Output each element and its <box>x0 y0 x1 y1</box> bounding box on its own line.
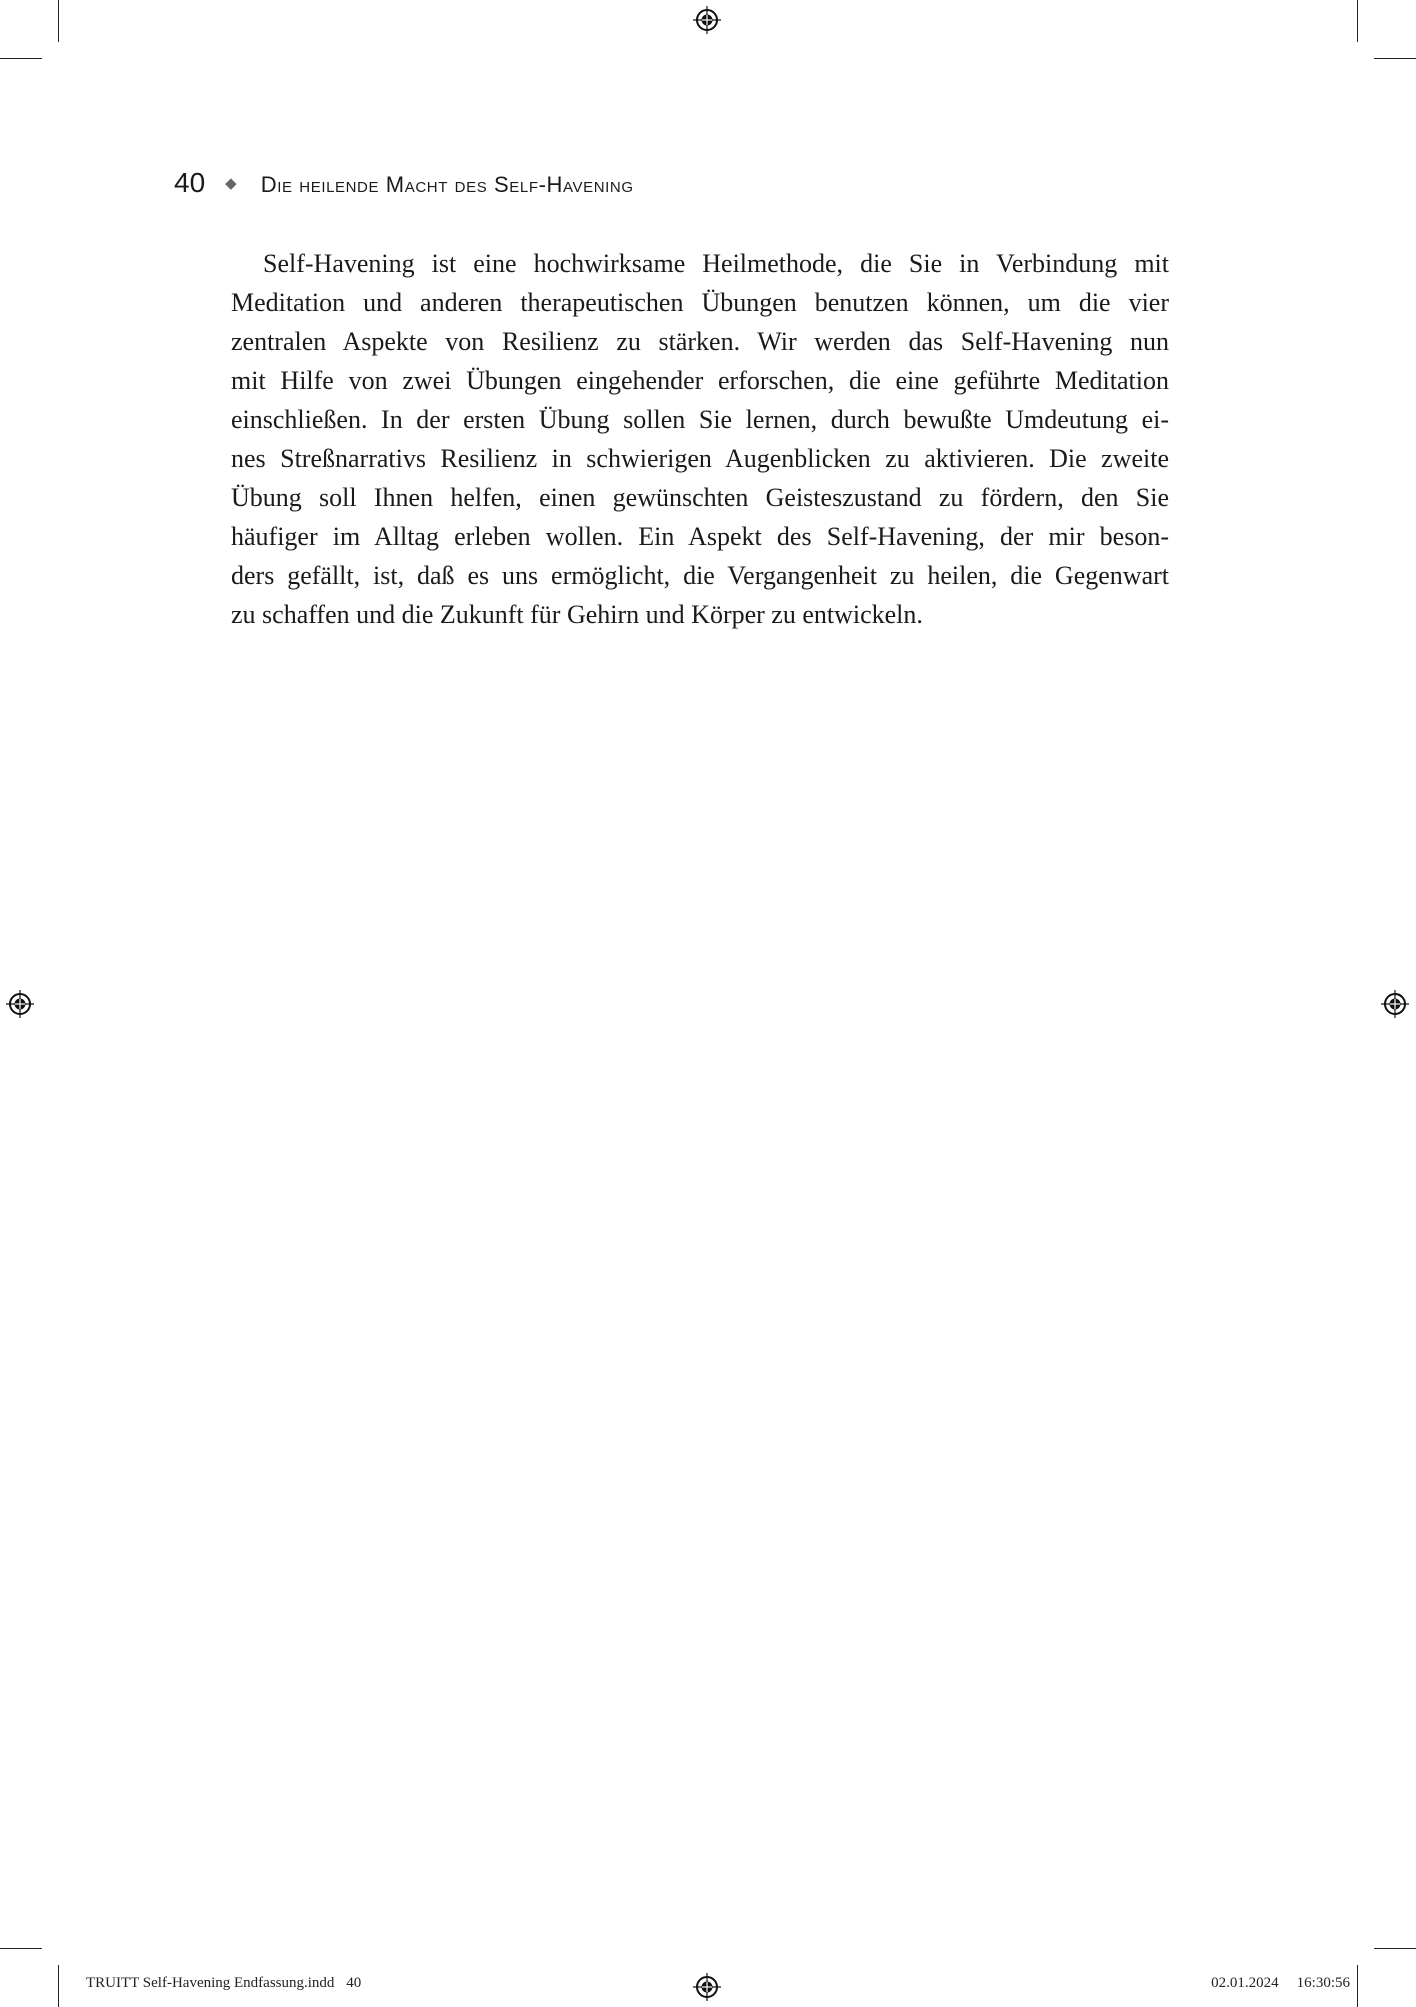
text-line: Übung soll Ihnen helfen, einen gewünschten Geisteszustand zu fördern, den Sie <box>231 483 1169 512</box>
registration-mark-right-icon <box>1381 990 1409 1018</box>
crop-mark-top-left-vertical <box>58 0 59 42</box>
crop-mark-bottom-right-horizontal <box>1374 1948 1416 1949</box>
crop-mark-bottom-left-horizontal <box>0 1948 42 1949</box>
slug-date: 02.01.2024 <box>1211 1975 1279 1991</box>
body-paragraph <box>231 244 1169 634</box>
slug-time: 16:30:56 <box>1296 1975 1350 1991</box>
registration-mark-top-icon <box>693 6 721 34</box>
crop-mark-bottom-right-vertical <box>1357 1965 1358 2007</box>
text-line: Self-Havening ist eine hochwirksame Heilmethode, die Sie in Verbindung mit <box>263 249 1169 278</box>
text-line: zu schaffen und die Zukunft für Gehirn und Körper zu entwickeln. <box>231 600 923 629</box>
slug-file-name: TRUITT Self-Havening Endfassung.indd <box>86 1975 335 1991</box>
running-title: Die heilende Macht des Self-Havening <box>260 172 634 197</box>
text-line: zentralen Aspekte von Resilienz zu stärken. Wir werden das Self-Havening nun <box>231 327 1169 356</box>
slug-file-info <box>86 1975 361 1992</box>
crop-mark-top-right-horizontal <box>1374 58 1416 59</box>
text-line: häufiger im Alltag erleben wollen. Ein Aspekt des Self-Havening, der mir beson- <box>231 522 1169 551</box>
crop-mark-top-right-vertical <box>1357 0 1358 42</box>
registration-mark-left-icon <box>6 990 34 1018</box>
page-number: 40 <box>174 167 206 198</box>
text-line: ders gefällt, ist, daß es uns ermöglicht, die Vergangenheit zu heilen, die Gegenwart <box>231 561 1169 590</box>
crop-mark-top-left-horizontal <box>0 58 42 59</box>
text-line: nes Streßnarrativs Resilienz in schwierigen Augenblicken zu aktivieren. Die zweite <box>231 444 1169 473</box>
running-header <box>174 167 634 207</box>
slug-file-page: 40 <box>346 1975 362 1991</box>
text-line: einschließen. In der ersten Übung sollen Sie lernen, durch bewußte Umdeutung ei- <box>231 405 1169 434</box>
slug-timestamp <box>1211 1975 1350 1992</box>
text-line: mit Hilfe von zwei Übungen eingehender erforschen, die eine geführte Meditation <box>231 366 1169 395</box>
diamond-separator-icon: ◆ <box>225 175 237 192</box>
crop-mark-bottom-left-vertical <box>58 1965 59 2007</box>
registration-mark-bottom-icon <box>693 1973 721 2001</box>
text-line: Meditation und anderen therapeutischen Übungen benutzen können, um die vier <box>231 288 1169 317</box>
